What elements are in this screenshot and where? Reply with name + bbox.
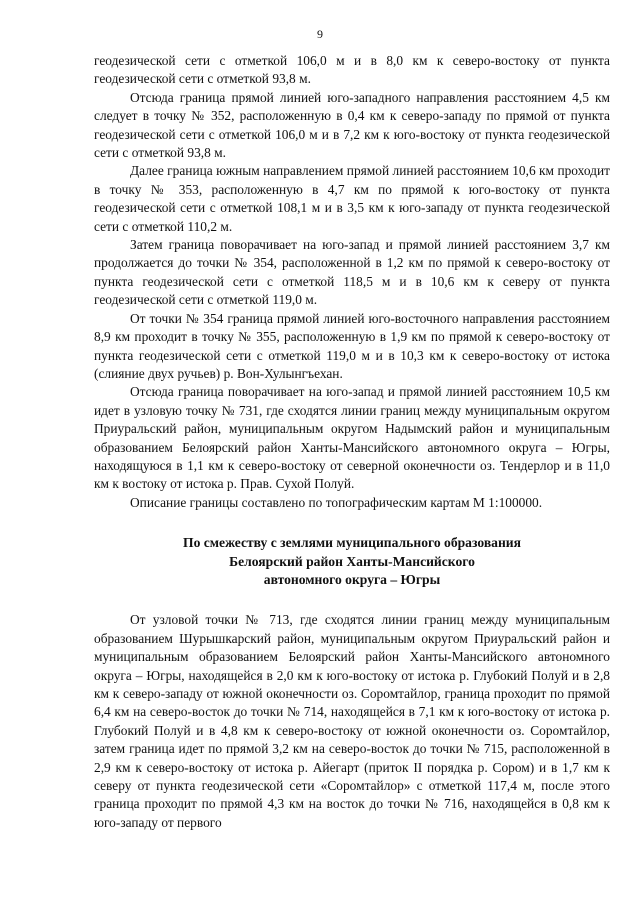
section-heading-line-3: автономного округа – Югры bbox=[263, 571, 441, 587]
paragraph-continuation: геодезической сети с отметкой 106,0 м и в 8,0 км к северо-востоку от пункта геодезической сети с отметкой 93,8 м. bbox=[94, 53, 610, 87]
section-heading bbox=[94, 534, 610, 589]
document-body bbox=[94, 52, 610, 832]
paragraph-point-355: От точки № 354 граница прямой линией юго-восточного направления расстоянием 8,9 км проходит в точку № 355, расположенную в 1,9 км по прямой к северо-востоку от пункта геодезической сети с отметкой 119,0 м и в 10,3 км к северо-востоку от истока (слияние двух ручьев) р. Вон-Хулынгъехан. bbox=[94, 310, 610, 381]
paragraph-point-354: Затем граница поворачивает на юго-запад и прямой линией расстоянием 3,7 км продолжается до точки № 354, расположенной в 1,2 км по прямой к северо-востоку от пункта геодезической сети с отметкой 118,5 м и в 10,6 км к северу от пункта геодезической сети с отметкой 119,0 м. bbox=[94, 237, 610, 308]
paragraph-point-731: Отсюда граница поворачивает на юго-запад и прямой линией расстоянием 10,5 км идет в узловую точку № 731, где сходятся линии границ между муниципальным округом Приуральский район, муниципальным округом Надымский район и муниципальным образованием Белоярский район Ханты-Мансийского автономного округа – Югры, находящуюся в 1,1 км к северо-востоку от северной оконечности оз. Тендерлор и в 11,0 км к востоку от истока р. Прав. Сухой Полуй. bbox=[94, 384, 610, 492]
section-heading-line-2: Белоярский район Ханты-Мансийского bbox=[229, 553, 475, 569]
paragraph-map-scale-note: Описание границы составлено по топографическим картам М 1:100000. bbox=[130, 494, 543, 510]
paragraph-point-352: Отсюда граница прямой линией юго-западного направления расстоянием 4,5 км следует в точку № 352, расположенную в 0,4 км к северо-западу по прямой от пункта геодезической сети с отметкой 106,0 м и в 7,2 км к юго-востоку от пункта геодезической сети с отметкой 93,8 м. bbox=[94, 89, 610, 161]
paragraph-point-353: Далее граница южным направлением прямой линией расстоянием 10,6 км проходит в точку № 353, расположенную в 4,7 км по прямой к юго-востоку от пункта геодезической сети с отметкой 108,1 м и в 3,5 км к юго-западу от пункта геодезической сети с отметкой 110,2 м. bbox=[94, 163, 610, 234]
section-heading-line-1: По смежеству с землями муниципального образования bbox=[183, 535, 521, 551]
paragraph-point-713: От узловой точки № 713, где сходятся линии границ между муниципальным образованием Шурышкарский район, муниципальным округом Приуральский район и муниципальным образованием Белоярский район Ханты-Мансийского автономного округа – Югры, находящейся в 2,0 км к юго-востоку от истока р. Глубокий Полуй и в 2,8 км к северо-западу от южной оконечности оз. Соромтайлор, граница проходит по прямой 6,4 км на северо-восток до точки № 714, находящейся в 7,1 км к юго-востоку от истока р. Глубокий Полуй и в 4,8 км к северо-востоку от южной оконечности оз. Соромтайлор, затем граница идет по прямой 3,2 км на северо-восток до точки № 715, расположенной в 2,9 км к северо-востоку от истока р. Айегарт (приток II порядка р. Сором) и в 1,7 км к северу от пункта геодезической сети «Соромтайлор» с отметкой 117,4 м, после этого граница проходит по прямой 4,3 км на восток до точки № 716, находящейся в 0,8 км к юго-западу от первого bbox=[94, 612, 610, 830]
page-number: 9 bbox=[317, 27, 323, 41]
